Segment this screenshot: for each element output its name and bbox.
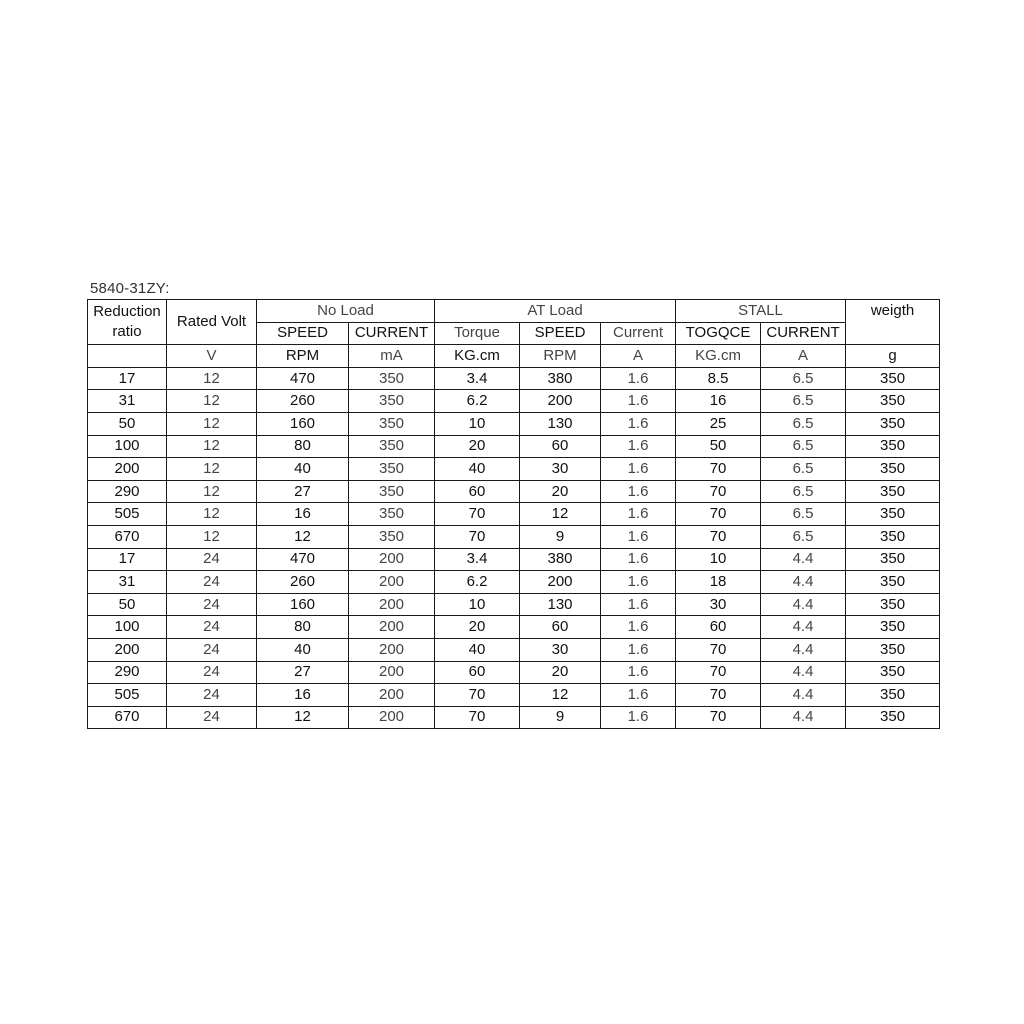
header-at-load-speed: SPEED	[520, 322, 601, 345]
cell-stall-torque: 30	[676, 593, 761, 616]
table-row	[88, 390, 940, 413]
cell-weight: 350	[846, 525, 940, 548]
cell-at-load-speed: 130	[520, 412, 601, 435]
cell-stall-current: 6.5	[761, 525, 846, 548]
cell-reduction-ratio: 50	[88, 412, 167, 435]
table-row	[88, 684, 940, 707]
cell-weight: 350	[846, 571, 940, 594]
cell-stall-torque: 70	[676, 706, 761, 729]
cell-stall-torque: 70	[676, 458, 761, 481]
cell-rated-volt: 12	[167, 390, 257, 413]
cell-rated-volt: 12	[167, 367, 257, 390]
cell-rated-volt: 12	[167, 412, 257, 435]
cell-rated-volt: 24	[167, 684, 257, 707]
cell-reduction-ratio: 505	[88, 684, 167, 707]
cell-rated-volt: 24	[167, 616, 257, 639]
cell-at-load-current: 1.6	[601, 706, 676, 729]
header-stall: STALL	[676, 300, 846, 323]
cell-weight: 350	[846, 435, 940, 458]
cell-at-load-torque: 10	[435, 412, 520, 435]
cell-at-load-torque: 60	[435, 480, 520, 503]
cell-at-load-torque: 20	[435, 435, 520, 458]
cell-no-load-speed: 260	[257, 571, 349, 594]
cell-reduction-ratio: 670	[88, 706, 167, 729]
cell-stall-current: 4.4	[761, 661, 846, 684]
header-row-units	[88, 345, 940, 368]
header-rated-volt: Rated Volt	[167, 300, 257, 345]
cell-reduction-ratio: 17	[88, 367, 167, 390]
cell-stall-current: 4.4	[761, 638, 846, 661]
cell-at-load-torque: 3.4	[435, 367, 520, 390]
header-no-load: No Load	[257, 300, 435, 323]
cell-at-load-current: 1.6	[601, 661, 676, 684]
table-row	[88, 638, 940, 661]
cell-at-load-speed: 30	[520, 458, 601, 481]
cell-at-load-current: 1.6	[601, 684, 676, 707]
cell-reduction-ratio: 31	[88, 390, 167, 413]
cell-at-load-speed: 30	[520, 638, 601, 661]
cell-weight: 350	[846, 412, 940, 435]
cell-rated-volt: 12	[167, 480, 257, 503]
cell-no-load-speed: 470	[257, 367, 349, 390]
cell-stall-torque: 60	[676, 616, 761, 639]
cell-stall-torque: 50	[676, 435, 761, 458]
cell-reduction-ratio: 290	[88, 661, 167, 684]
cell-at-load-speed: 130	[520, 593, 601, 616]
cell-no-load-speed: 27	[257, 661, 349, 684]
cell-no-load-current: 350	[349, 525, 435, 548]
cell-at-load-torque: 10	[435, 593, 520, 616]
cell-reduction-ratio: 200	[88, 458, 167, 481]
header-no-load-current: CURRENT	[349, 322, 435, 345]
table-row	[88, 593, 940, 616]
cell-rated-volt: 12	[167, 525, 257, 548]
cell-reduction-ratio: 100	[88, 616, 167, 639]
unit-at-load-speed: RPM	[520, 345, 601, 368]
cell-no-load-current: 200	[349, 548, 435, 571]
cell-no-load-speed: 80	[257, 616, 349, 639]
cell-at-load-speed: 20	[520, 661, 601, 684]
cell-stall-current: 4.4	[761, 616, 846, 639]
unit-volt: V	[167, 345, 257, 368]
header-stall-current: CURRENT	[761, 322, 846, 345]
cell-at-load-current: 1.6	[601, 367, 676, 390]
cell-stall-torque: 25	[676, 412, 761, 435]
cell-at-load-torque: 40	[435, 638, 520, 661]
cell-at-load-speed: 380	[520, 367, 601, 390]
cell-at-load-current: 1.6	[601, 435, 676, 458]
cell-no-load-speed: 12	[257, 706, 349, 729]
cell-weight: 350	[846, 503, 940, 526]
header-stall-torque: TOGQCE	[676, 322, 761, 345]
cell-at-load-speed: 9	[520, 525, 601, 548]
cell-stall-torque: 10	[676, 548, 761, 571]
unit-torque: KG.cm	[435, 345, 520, 368]
cell-no-load-speed: 80	[257, 435, 349, 458]
cell-reduction-ratio: 100	[88, 435, 167, 458]
cell-at-load-torque: 60	[435, 661, 520, 684]
cell-at-load-torque: 70	[435, 684, 520, 707]
cell-no-load-current: 350	[349, 390, 435, 413]
cell-no-load-current: 200	[349, 661, 435, 684]
unit-stall-torque: KG.cm	[676, 345, 761, 368]
cell-no-load-speed: 470	[257, 548, 349, 571]
cell-reduction-ratio: 50	[88, 593, 167, 616]
table-row	[88, 706, 940, 729]
cell-at-load-torque: 70	[435, 503, 520, 526]
table-row	[88, 548, 940, 571]
cell-at-load-current: 1.6	[601, 616, 676, 639]
header-at-load-torque: Torque	[435, 322, 520, 345]
cell-no-load-current: 350	[349, 367, 435, 390]
table-row	[88, 458, 940, 481]
cell-rated-volt: 24	[167, 548, 257, 571]
cell-reduction-ratio: 200	[88, 638, 167, 661]
cell-stall-current: 4.4	[761, 706, 846, 729]
cell-at-load-current: 1.6	[601, 480, 676, 503]
cell-no-load-current: 200	[349, 616, 435, 639]
cell-weight: 350	[846, 706, 940, 729]
cell-no-load-speed: 12	[257, 525, 349, 548]
unit-ratio-empty	[88, 345, 167, 368]
table-row	[88, 480, 940, 503]
table-row	[88, 616, 940, 639]
cell-no-load-speed: 40	[257, 458, 349, 481]
table-row	[88, 435, 940, 458]
table-body	[88, 367, 940, 729]
cell-stall-torque: 70	[676, 503, 761, 526]
header-reduction-ratio: Reduction ratio	[88, 300, 167, 345]
cell-reduction-ratio: 17	[88, 548, 167, 571]
header-row-groups	[88, 300, 940, 323]
cell-no-load-current: 200	[349, 571, 435, 594]
cell-at-load-speed: 20	[520, 480, 601, 503]
table-row	[88, 412, 940, 435]
cell-rated-volt: 24	[167, 706, 257, 729]
cell-at-load-torque: 3.4	[435, 548, 520, 571]
cell-no-load-speed: 16	[257, 503, 349, 526]
cell-at-load-speed: 60	[520, 435, 601, 458]
cell-stall-current: 6.5	[761, 503, 846, 526]
cell-reduction-ratio: 670	[88, 525, 167, 548]
unit-no-load-current: mA	[349, 345, 435, 368]
header-weight-spacer	[846, 322, 940, 345]
cell-stall-current: 6.5	[761, 412, 846, 435]
cell-stall-torque: 70	[676, 525, 761, 548]
cell-at-load-current: 1.6	[601, 390, 676, 413]
cell-weight: 350	[846, 638, 940, 661]
cell-no-load-current: 350	[349, 480, 435, 503]
cell-at-load-speed: 12	[520, 503, 601, 526]
cell-stall-torque: 70	[676, 480, 761, 503]
cell-rated-volt: 24	[167, 661, 257, 684]
cell-no-load-speed: 27	[257, 480, 349, 503]
cell-no-load-current: 200	[349, 593, 435, 616]
cell-weight: 350	[846, 390, 940, 413]
model-label: 5840-31ZY:	[90, 280, 170, 297]
cell-stall-current: 6.5	[761, 458, 846, 481]
cell-at-load-speed: 9	[520, 706, 601, 729]
cell-stall-current: 4.4	[761, 684, 846, 707]
cell-at-load-current: 1.6	[601, 638, 676, 661]
cell-weight: 350	[846, 593, 940, 616]
cell-stall-current: 4.4	[761, 548, 846, 571]
cell-at-load-torque: 70	[435, 706, 520, 729]
cell-at-load-current: 1.6	[601, 548, 676, 571]
cell-at-load-current: 1.6	[601, 571, 676, 594]
cell-at-load-speed: 380	[520, 548, 601, 571]
cell-at-load-torque: 40	[435, 458, 520, 481]
cell-rated-volt: 12	[167, 458, 257, 481]
cell-no-load-speed: 160	[257, 593, 349, 616]
cell-no-load-current: 200	[349, 638, 435, 661]
cell-at-load-speed: 200	[520, 571, 601, 594]
cell-rated-volt: 12	[167, 503, 257, 526]
unit-at-load-current: A	[601, 345, 676, 368]
cell-weight: 350	[846, 684, 940, 707]
cell-no-load-speed: 40	[257, 638, 349, 661]
cell-at-load-current: 1.6	[601, 503, 676, 526]
cell-reduction-ratio: 505	[88, 503, 167, 526]
cell-no-load-current: 200	[349, 684, 435, 707]
table-row	[88, 525, 940, 548]
table-row	[88, 571, 940, 594]
cell-at-load-speed: 200	[520, 390, 601, 413]
cell-at-load-current: 1.6	[601, 412, 676, 435]
unit-stall-current: A	[761, 345, 846, 368]
cell-at-load-torque: 70	[435, 525, 520, 548]
cell-stall-torque: 70	[676, 638, 761, 661]
cell-stall-torque: 70	[676, 684, 761, 707]
unit-weight: g	[846, 345, 940, 368]
cell-stall-current: 6.5	[761, 390, 846, 413]
motor-spec-table	[87, 299, 940, 729]
cell-stall-current: 6.5	[761, 367, 846, 390]
cell-weight: 350	[846, 616, 940, 639]
cell-stall-current: 6.5	[761, 435, 846, 458]
cell-rated-volt: 12	[167, 435, 257, 458]
cell-weight: 350	[846, 548, 940, 571]
cell-at-load-current: 1.6	[601, 458, 676, 481]
cell-at-load-current: 1.6	[601, 593, 676, 616]
cell-no-load-current: 350	[349, 503, 435, 526]
cell-weight: 350	[846, 367, 940, 390]
cell-no-load-current: 350	[349, 412, 435, 435]
cell-no-load-current: 200	[349, 706, 435, 729]
cell-at-load-speed: 12	[520, 684, 601, 707]
cell-stall-current: 4.4	[761, 593, 846, 616]
cell-rated-volt: 24	[167, 638, 257, 661]
cell-no-load-speed: 260	[257, 390, 349, 413]
cell-weight: 350	[846, 458, 940, 481]
table-row	[88, 503, 940, 526]
cell-stall-torque: 70	[676, 661, 761, 684]
cell-no-load-speed: 160	[257, 412, 349, 435]
cell-no-load-current: 350	[349, 435, 435, 458]
cell-rated-volt: 24	[167, 593, 257, 616]
cell-at-load-torque: 6.2	[435, 571, 520, 594]
cell-at-load-current: 1.6	[601, 525, 676, 548]
cell-at-load-torque: 20	[435, 616, 520, 639]
cell-reduction-ratio: 290	[88, 480, 167, 503]
cell-at-load-speed: 60	[520, 616, 601, 639]
cell-no-load-current: 350	[349, 458, 435, 481]
cell-at-load-torque: 6.2	[435, 390, 520, 413]
cell-stall-current: 4.4	[761, 571, 846, 594]
cell-reduction-ratio: 31	[88, 571, 167, 594]
table-header	[88, 300, 940, 368]
unit-no-load-speed: RPM	[257, 345, 349, 368]
header-weight: weigth	[846, 300, 940, 323]
cell-stall-torque: 18	[676, 571, 761, 594]
cell-stall-current: 6.5	[761, 480, 846, 503]
cell-no-load-speed: 16	[257, 684, 349, 707]
header-at-load: AT Load	[435, 300, 676, 323]
cell-weight: 350	[846, 661, 940, 684]
header-no-load-speed: SPEED	[257, 322, 349, 345]
header-at-load-current: Current	[601, 322, 676, 345]
table-row	[88, 367, 940, 390]
cell-rated-volt: 24	[167, 571, 257, 594]
cell-stall-torque: 16	[676, 390, 761, 413]
table-row	[88, 661, 940, 684]
cell-stall-torque: 8.5	[676, 367, 761, 390]
cell-weight: 350	[846, 480, 940, 503]
